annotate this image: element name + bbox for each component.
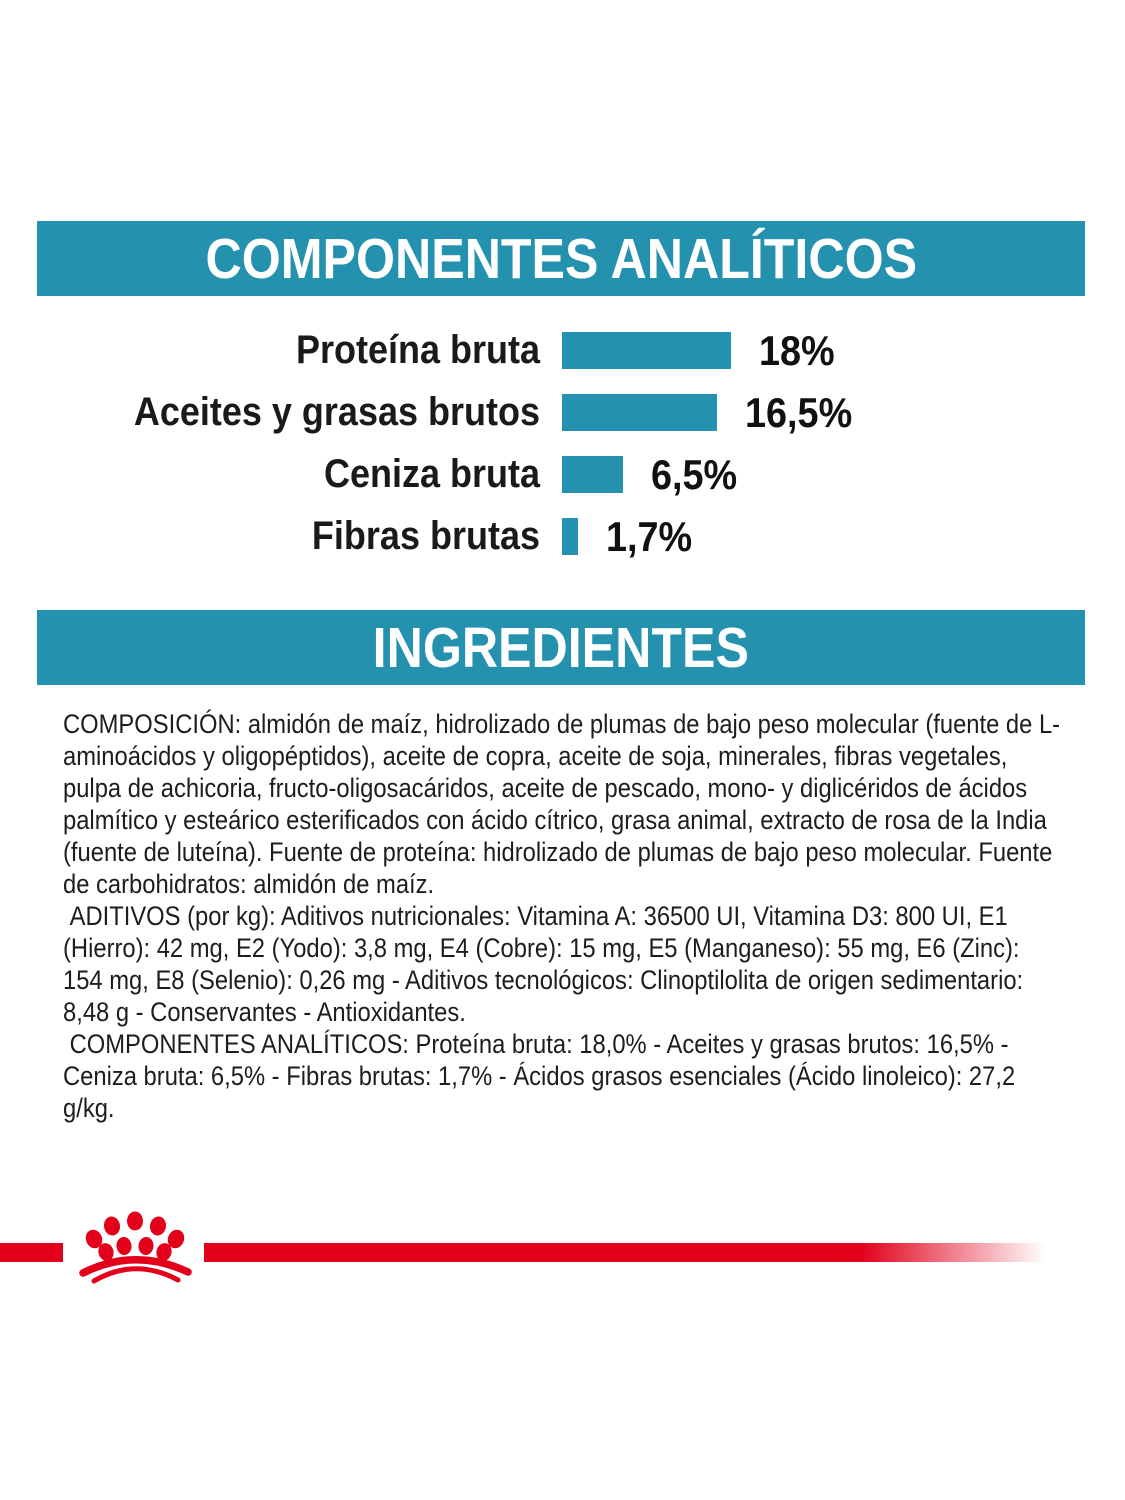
chart-category-label: Proteína bruta: [295, 328, 540, 372]
chart-row: [0, 388, 1125, 436]
additives-paragraph: ADITIVOS (por kg): Aditivos nutricionales: Vitamina A: 36500 UI, Vitamina D3: 800 UI, E1 (Hierro): 42 mg, E2 (Yodo): 3,8 mg, E4 (Cobre): 15 mg, E5 (Manganeso): 55 mg, E6 (Zinc): 154 mg, E8 (Selenio): 0,26 mg - Aditivos tecnológicos: Clinoptilolita de origen sedimentario: 8,48 g - Conservantes - Antioxidantes.: [63, 901, 1030, 1027]
chart-category-label: Aceites y grasas brutos: [133, 390, 540, 434]
chart-row: [0, 326, 1125, 374]
chart-bar: [562, 332, 731, 369]
analytical-components-title: COMPONENTES ANALÍTICOS: [205, 226, 917, 291]
chart-value-label: 16,5%: [745, 388, 853, 436]
ingredients-header: [37, 610, 1085, 685]
chart-row: [0, 512, 1125, 560]
analytical-components-header: [37, 221, 1085, 296]
analytical-components-chart: [0, 326, 1125, 580]
chart-value-label: 6,5%: [651, 450, 738, 498]
royal-canin-paw-crown-icon: [65, 1205, 205, 1295]
ingredients-title: INGREDIENTES: [372, 615, 750, 680]
chart-bar: [562, 394, 717, 431]
chart-category-label: Fibras brutas: [311, 514, 540, 558]
chart-bar: [562, 456, 623, 493]
chart-category-label: Ceniza bruta: [323, 452, 540, 496]
red-rule-right-segment: [204, 1243, 1046, 1262]
chart-value-label: 1,7%: [606, 512, 693, 560]
ingredients-text-block: [63, 708, 1065, 1124]
chart-bar: [562, 518, 578, 555]
analytical-components-paragraph: COMPONENTES ANALÍTICOS: Proteína bruta: 18,0% - Aceites y grasas brutos: 16,5% - Ceniza bruta: 6,5% - Fibras brutas: 1,7% - Ácidos grasos esenciales (Ácido linoleico): 27,2 g/kg.: [63, 1029, 1022, 1123]
chart-value-label: 18%: [759, 326, 835, 374]
composition-paragraph: COMPOSICIÓN: almidón de maíz, hidrolizado de plumas de bajo peso molecular (fuente de L-aminoácidos y oligopéptidos), aceite de copra, aceite de soja, minerales, fibras vegetales, pulpa de achicoria, fructo-oligosacáridos, aceite de pescado, mono- y diglicéridos de ácidos palmítico y esteárico esterificados con ácido cítrico, grasa animal, extracto de rosa de la India (fuente de luteína). Fuente de proteína: hidrolizado de plumas de bajo peso molecular. Fuente de carbohidratos: almidón de maíz.: [63, 709, 1061, 899]
red-rule-left-segment: [0, 1243, 63, 1262]
chart-row: [0, 450, 1125, 498]
